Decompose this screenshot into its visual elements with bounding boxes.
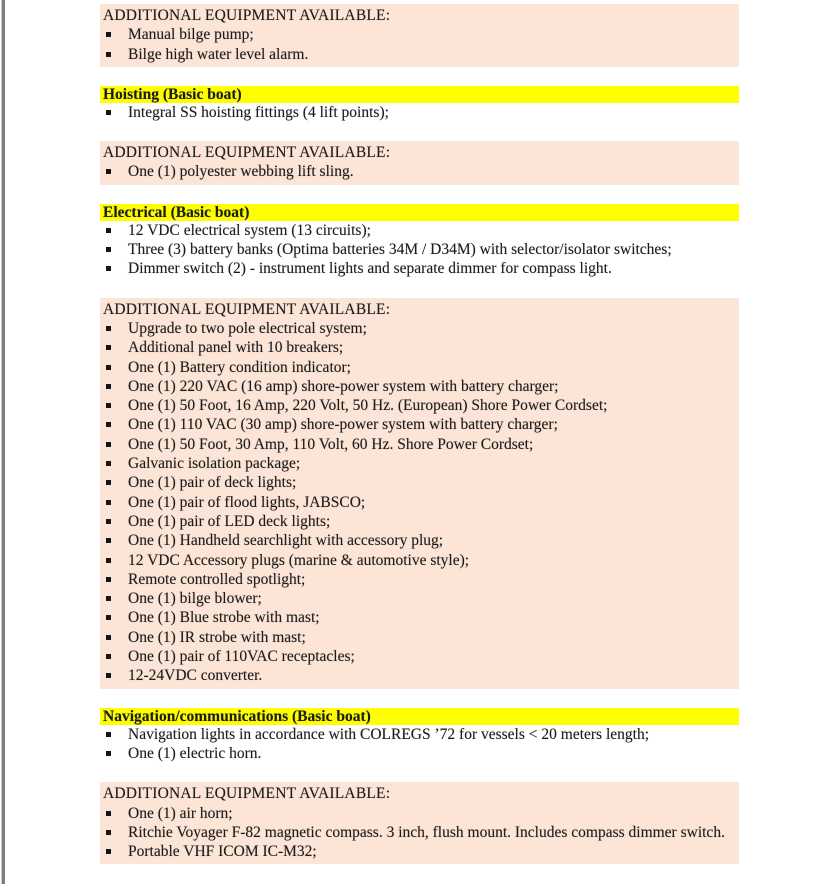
item-list <box>100 25 735 64</box>
bullet-square-icon <box>106 247 111 252</box>
list-item <box>100 377 735 396</box>
section-header: Hoisting (Basic boat) <box>100 86 739 103</box>
bullet-square-icon <box>106 461 111 466</box>
bullet-square-icon <box>106 558 111 563</box>
item-text: One (1) pair of 110VAC receptacles; <box>128 648 355 666</box>
basic-boat-section <box>100 204 739 279</box>
item-text: One (1) Handheld searchlight with accessory plug; <box>128 532 444 550</box>
list-item <box>100 493 735 512</box>
list-item <box>100 435 735 454</box>
bullet-square-icon <box>106 635 111 640</box>
bullet-square-icon <box>106 345 111 350</box>
list-item <box>100 415 735 434</box>
list-item <box>100 338 735 357</box>
list-item <box>100 25 735 44</box>
bullet-square-icon <box>106 615 111 620</box>
bullet-square-icon <box>106 384 111 389</box>
item-text: 12 VDC Accessory plugs (marine & automotive style); <box>128 551 470 569</box>
item-text: Galvanic isolation package; <box>128 455 301 473</box>
list-item <box>100 725 739 744</box>
additional-equipment-section <box>100 4 739 67</box>
list-item <box>100 666 735 685</box>
basic-boat-section <box>100 86 739 122</box>
bullet-square-icon <box>106 169 111 174</box>
bullet-square-icon <box>106 732 111 737</box>
item-text: One (1) Blue strobe with mast; <box>128 609 320 627</box>
bullet-square-icon <box>106 830 111 835</box>
bullet-square-icon <box>106 480 111 485</box>
list-item <box>100 551 735 570</box>
bullet-square-icon <box>106 326 111 331</box>
list-item <box>100 531 735 550</box>
list-item <box>100 473 735 492</box>
item-text: One (1) 220 VAC (16 amp) shore-power system with battery charger; <box>128 377 559 395</box>
item-text: Ritchie Voyager F-82 magnetic compass. 3 inch, flush mount. Includes compass dimmer switch. <box>128 823 725 841</box>
item-text: One (1) 50 Foot, 16 Amp, 220 Volt, 50 Hz. (European) Shore Power Cordset; <box>128 397 608 415</box>
list-item <box>100 319 735 338</box>
bullet-square-icon <box>106 751 111 756</box>
item-list <box>100 103 739 122</box>
list-item <box>100 804 735 823</box>
item-list <box>100 725 739 764</box>
list-item <box>100 358 735 377</box>
item-text: Three (3) battery banks (Optima batteries 34M / D34M) with selector/isolator switches; <box>128 241 672 259</box>
list-item <box>100 589 735 608</box>
bullet-square-icon <box>106 422 111 427</box>
item-text: One (1) pair of LED deck lights; <box>128 512 331 530</box>
item-list <box>100 804 735 862</box>
item-text: Manual bilge pump; <box>128 26 254 44</box>
bullet-square-icon <box>106 32 111 37</box>
item-text: One (1) 110 VAC (30 amp) shore-power system with battery charger; <box>128 416 558 434</box>
bullet-square-icon <box>106 519 111 524</box>
bullet-square-icon <box>106 654 111 659</box>
section-header: Electrical (Basic boat) <box>100 204 739 221</box>
item-list <box>100 221 739 279</box>
list-item <box>100 45 735 64</box>
bullet-square-icon <box>106 596 111 601</box>
basic-boat-section <box>100 708 739 764</box>
item-text: One (1) IR strobe with mast; <box>128 628 306 646</box>
peach-block <box>100 298 739 689</box>
list-item <box>100 512 735 531</box>
item-list <box>100 319 735 686</box>
item-text: Bilge high water level alarm. <box>128 45 309 63</box>
list-item <box>100 103 739 122</box>
item-text: One (1) pair of deck lights; <box>128 474 297 492</box>
item-text: Integral SS hoisting fittings (4 lift points); <box>128 103 389 121</box>
bullet-square-icon <box>106 538 111 543</box>
bullet-square-icon <box>106 228 111 233</box>
item-list <box>100 162 735 181</box>
page-left-edge <box>1 0 5 884</box>
item-text: Additional panel with 10 breakers; <box>128 339 344 357</box>
list-item <box>100 259 739 278</box>
item-text: Navigation lights in accordance with COLREGS ’72 for vessels < 20 meters length; <box>128 725 649 743</box>
section-header: ADDITIONAL EQUIPMENT AVAILABLE: <box>103 300 391 318</box>
additional-equipment-section <box>100 782 739 864</box>
section-header: ADDITIONAL EQUIPMENT AVAILABLE: <box>103 785 391 803</box>
item-text: One (1) electric horn. <box>128 744 262 762</box>
item-text: One (1) bilge blower; <box>128 590 262 608</box>
list-item <box>100 162 735 181</box>
bullet-square-icon <box>106 403 111 408</box>
list-item <box>100 396 735 415</box>
item-text: 12 VDC electrical system (13 circuits); <box>128 221 371 239</box>
item-text: One (1) pair of flood lights, JABSCO; <box>128 493 366 511</box>
list-item <box>100 221 739 240</box>
bullet-square-icon <box>106 811 111 816</box>
list-item <box>100 608 735 627</box>
item-text: One (1) air horn; <box>128 804 233 822</box>
content-column <box>100 4 739 864</box>
list-item <box>100 570 735 589</box>
bullet-square-icon <box>106 442 111 447</box>
bullet-square-icon <box>106 500 111 505</box>
section-header: ADDITIONAL EQUIPMENT AVAILABLE: <box>103 7 391 24</box>
item-text: One (1) Battery condition indicator; <box>128 358 351 376</box>
item-text: Portable VHF ICOM IC-M32; <box>128 843 317 861</box>
list-item <box>100 647 735 666</box>
bullet-square-icon <box>106 52 111 57</box>
list-item <box>100 454 735 473</box>
bullet-square-icon <box>106 673 111 678</box>
item-text: Upgrade to two pole electrical system; <box>128 319 367 337</box>
bullet-square-icon <box>106 849 111 854</box>
item-text: Dimmer switch (2) - instrument lights and separate dimmer for compass light. <box>128 260 612 278</box>
item-text: One (1) 50 Foot, 30 Amp, 110 Volt, 60 Hz. Shore Power Cordset; <box>128 435 534 453</box>
section-header: Navigation/communications (Basic boat) <box>100 708 739 725</box>
list-item <box>100 240 739 259</box>
bullet-square-icon <box>106 266 111 271</box>
bullet-square-icon <box>106 577 111 582</box>
list-item <box>100 744 739 763</box>
bullet-square-icon <box>106 110 111 115</box>
list-item <box>100 842 735 861</box>
list-item <box>100 823 735 842</box>
additional-equipment-section <box>100 298 739 689</box>
bullet-square-icon <box>106 365 111 370</box>
item-text: 12-24VDC converter. <box>128 667 263 685</box>
item-text: One (1) polyester webbing lift sling. <box>128 163 354 181</box>
list-item <box>100 628 735 647</box>
item-text: Remote controlled spotlight; <box>128 570 306 588</box>
section-header: ADDITIONAL EQUIPMENT AVAILABLE: <box>103 144 391 162</box>
additional-equipment-section <box>100 141 739 185</box>
peach-block <box>100 782 739 864</box>
peach-block <box>100 4 739 67</box>
peach-block <box>100 141 739 185</box>
